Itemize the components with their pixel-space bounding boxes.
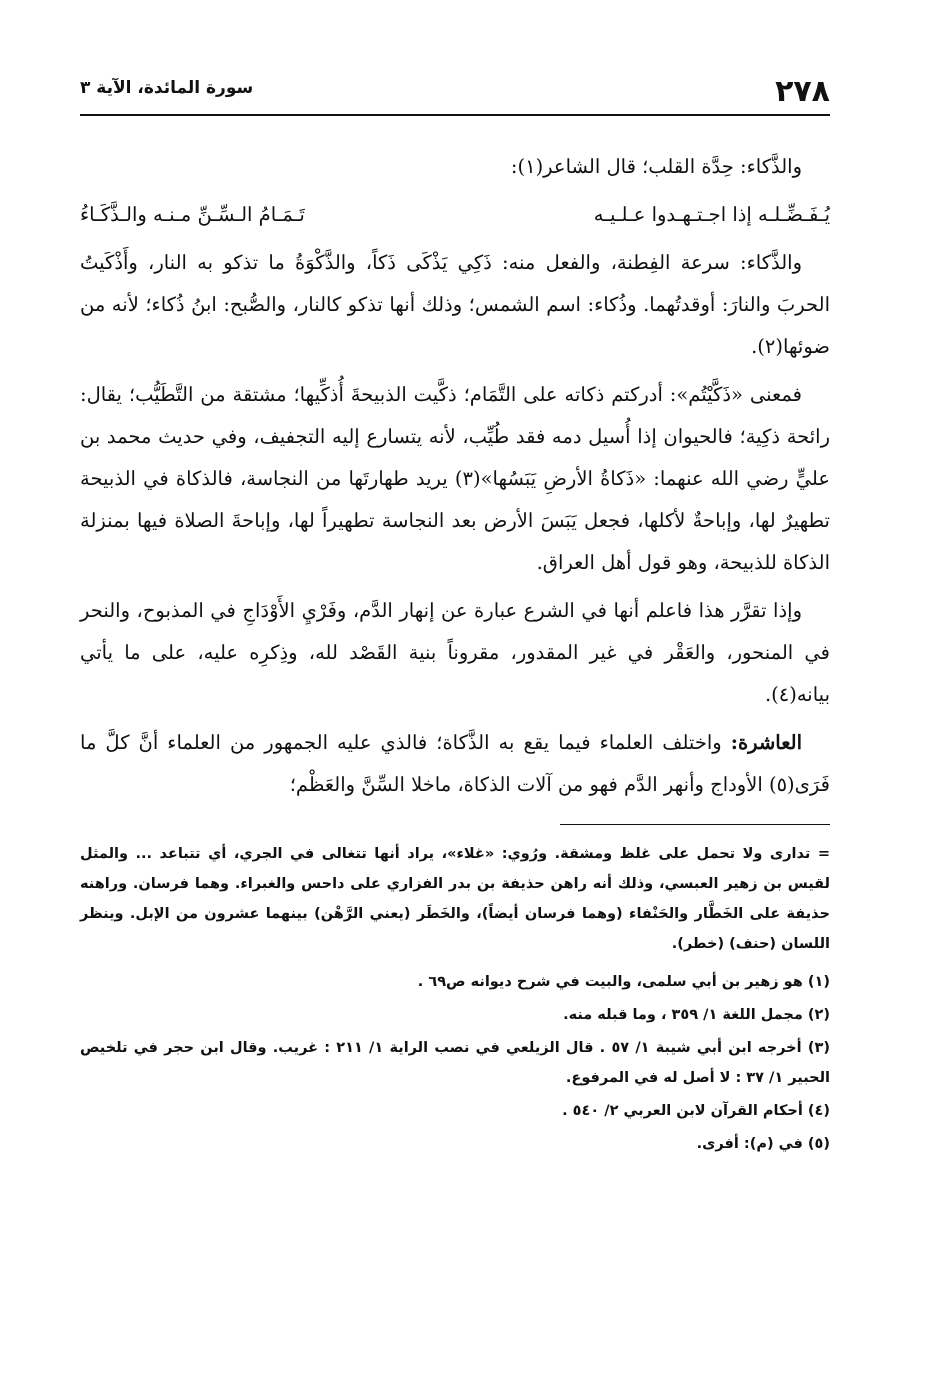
footnote-1: (١) هو زهير بن أبي سلمى، والبيت في شرح ديوانه ص٦٩ . xyxy=(417,974,830,990)
page-number: ٢٧٨ xyxy=(775,74,830,109)
footnote-3: (٣) أخرجه ابن أبي شيبة ١/ ٥٧ . قال الزيلعي في نصب الراية ١/ ٢١١ : غريب. وقال ابن حجر في تلخيص الحبير ١/ ٣٧ : لا أصل له في المرفوع. xyxy=(80,1040,830,1086)
footnote-continuation: = تدارى ولا تحمل على غلظ ومشقة. ورُوي: «غلاء»، يراد أنها تتغالى في الجري، أي تتباعد ... والمثل لقيس بن زهير العبسي، وذلك أنه راهن حذيفة بن بدر الفزاري على داحس والغبراء. وهما فرسان. وراهنه حذيفة على الخَطَّار والحَنْفاء (وهما فرسان أيضاً)، والخَطَر (يعني الرَّهْن) بينهما عشرون من الإبل. وينظر اللسان (حنف) (خطر). xyxy=(80,846,830,952)
paragraph-5-text: واختلف العلماء فيما يقع به الذَّكاة؛ فالذي عليه الجمهور من العلماء أنَّ كلَّ ما فَرَى(٥) الأوداج وأنهر الدَّم فهو من آلات الذكاة، ماخلا السِّنَّ والعَظْم؛ xyxy=(80,731,830,796)
paragraph-2: والذَّكاء: سرعة الفِطنة، والفعل منه: ذَكِي يَذْكَى ذَكاً، والذَّكْوَةُ ما تذكو به النار، وأَذْكَيتُ الحربَ والنارَ: أوقدتُهما. وذُكاء: اسم الشمس؛ وذلك أنها تذكو كالنار، والصُّبح: ابنُ ذُكاء؛ لأنه من ضوئها(٢). xyxy=(80,251,830,358)
footnotes xyxy=(80,839,830,1159)
paragraph-5 xyxy=(80,722,830,806)
page-header xyxy=(80,70,830,116)
footnote-2: (٢) مجمل اللغة ١/ ٣٥٩ ، وما قبله منه. xyxy=(563,1007,830,1023)
section-heading-tenth: العاشرة: xyxy=(730,731,802,754)
footnote-4: (٤) أحكام القرآن لابن العربي ٢/ ٥٤٠ . xyxy=(562,1103,830,1119)
poem-hemistich-right: يُـفَـضِّـلـه إذا اجـتـهـدوا عـلـيـه xyxy=(593,203,830,226)
poem-hemistich-left: تَـمَـامُ الـسِّـنِّ مـنـه والـذَّكَـاءُ xyxy=(80,203,305,226)
footnote-5: (٥) في (م): أفرى. xyxy=(696,1136,830,1152)
poem-verse xyxy=(80,194,830,236)
paragraph-1: والذَّكاء: حِدَّة القلب؛ قال الشاعر(١): xyxy=(510,155,802,178)
footnote-separator xyxy=(560,824,830,825)
book-page xyxy=(80,70,830,1346)
paragraph-3: فمعنى «ذَكَّيْتُم»: أدركتم ذكاته على التَّمَام؛ ذكَّيت الذبيحةَ أُذكِّيها؛ مشتقة من التَّطَيُّب؛ يقال: رائحة ذكِية؛ فالحيوان إذا أُسيل دمه فقد طُيِّب، لأنه يتسارع إليه التجفيف، وفي حديث محمد بن عليٍّ رضي الله عنهما: «ذَكاةُ الأرضِ يَبَسُها»(٣) يريد طهارتَها من النجاسة، فالذكاة في الذبيحة تطهيرٌ لها، وإباحةٌ لأكلها، فجعل يَبَسَ الأرض بعد النجاسة تطهيراً لها، وإباحةَ الصلاة فيها بمنزلة الذكاة للذبيحة، وهو قول أهل العراق. xyxy=(80,383,830,574)
paragraph-4: وإذا تقرَّر هذا فاعلم أنها في الشرع عبارة عن إنهار الدَّم، وفَرْيِ الأَوْدَاجِ في المذبوح، والنحر في المنحور، والعَقْر في غير المقدور، مقروناً بنية القَصْد لله، وذِكرِه عليه، على ما يأتي بيانه(٤). xyxy=(80,599,830,706)
running-title: سورة المائدة، الآية ٣ xyxy=(80,78,254,98)
main-text xyxy=(80,146,830,806)
